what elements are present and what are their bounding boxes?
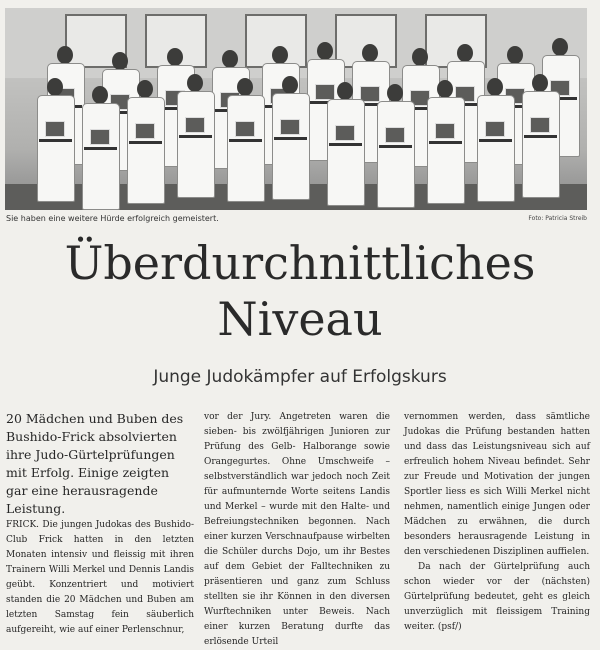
headline-line-1: Überdurchnittliches (64, 236, 536, 290)
headline-line-2: Niveau (217, 292, 383, 346)
article-body-column-3: vernommen werden, dass sämtliche Judokas die Prüfung bestanden hatten und dass das Leistungsniveau sich auf erfreulich hohem Niveau befindet. Sehr zur Freude und Motivation der jungen Sportler liess es sich Willi Merkel nicht nehmen, namentlich einige Jungen oder Mädchen zu erwähnen, die durch besonders herausragende Leistung in den verschiedenen Disziplinen auffielen. (404, 412, 590, 557)
article-body-column-1: FRICK. Die jungen Judokas des Bushido-Club Frick hatten in den letzten Monaten intensiv und fleissig mit ihren Trainern Willi Merkel und Dennis Landis geübt. Konzentriert und motiviert standen die 20 Mädchen und Buben am letzten Samstag fein säuberlich aufgereiht, wie auf einer Perlenschnur, (6, 520, 194, 635)
photo-caption: Sie haben eine weitere Hürde erfolgreich gemeistert. (6, 214, 219, 223)
group-photo (5, 8, 587, 210)
headline (0, 235, 600, 347)
photo-credit: Foto: Patricia Streib (528, 215, 587, 222)
article-lead: 20 Mädchen und Buben des Bushido-Frick absolvierten ihre Judo-Gürtelprüfungen mit Erfolg. Einige zeigten gar eine herausragende Leistung. (6, 411, 184, 516)
subheadline: Junge Judokämpfer auf Erfolgskurs (153, 367, 447, 387)
article-body-column-3-closing: Da nach der Gürtelprüfung auch schon wieder vor der (nächsten) Gürtelprüfung bedeutet, geht es gleich unverzüglich mit fleissigem Training weiter. (psf/) (404, 562, 590, 632)
article-body-column-2: vor der Jury. Angetreten waren die sieben- bis zwölfjährigen Junioren zur Prüfung des Gelb- Halborange sowie Orangegurtes. Ohne Umschweife – selbstverständlich war jedoch noch Zeit für aufmunternde Worte seitens Landis und Merkel – wurde mit den Halte- und Befreiungstechniken begonnen. Nach einer kurzen Verschnaufpause wirbelten die Schüler durchs Dojo, um ihr Bestes auf dem Gebiet der Falltechniken zu präsentieren und ganz zum Schluss stellten sie ihr Können in den diversen Wurftechniken unter Beweis. Nach einer kurzen Beratung durfte das erlösende Urteil (204, 412, 390, 647)
